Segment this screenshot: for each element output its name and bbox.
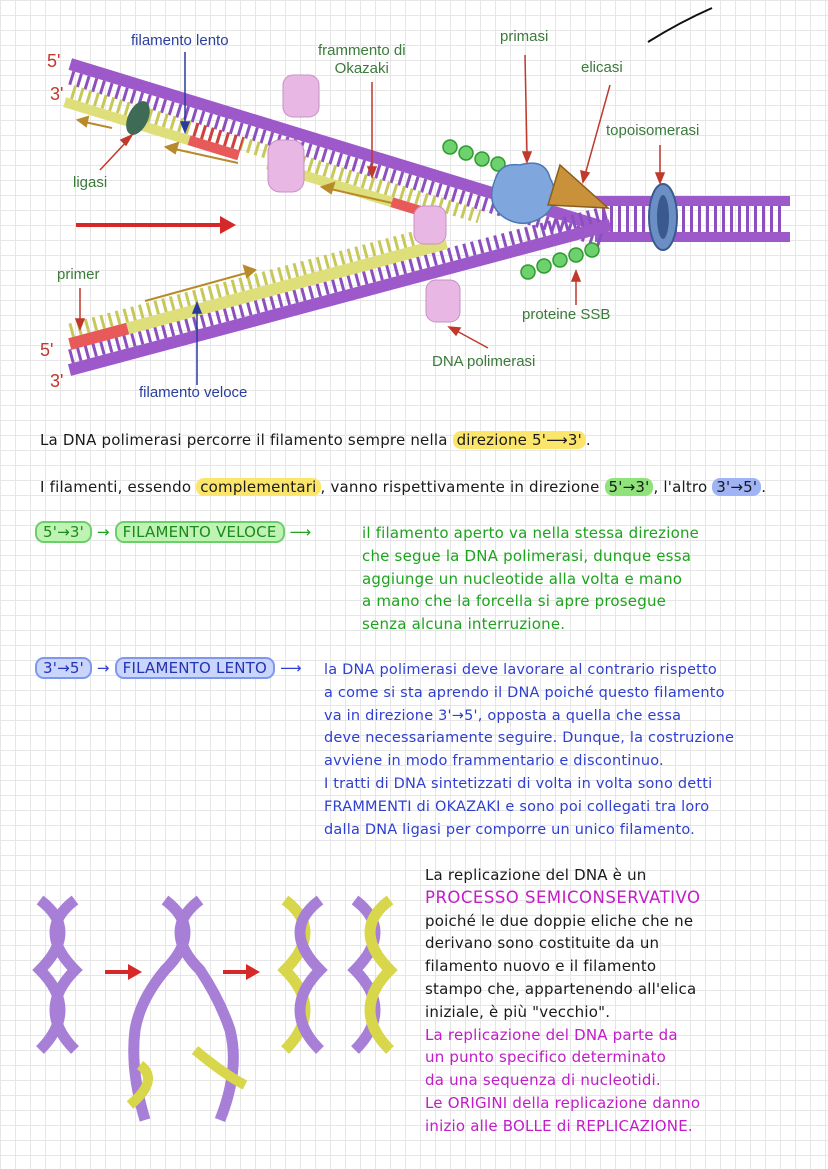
origin-line: un punto specifico determinato (425, 1048, 667, 1067)
line2-mid2: , l'altro (653, 478, 708, 496)
line2-end: . (761, 478, 767, 496)
origin-line: La replicazione del DNA parte da (425, 1025, 678, 1044)
semi-line: iniziale, è più "vecchio". (425, 1002, 611, 1021)
replication-fork-svg (0, 0, 828, 410)
leading-desc-line: a mano che la forcella si apre prosegue (362, 592, 667, 611)
lagging-description (324, 659, 824, 841)
label-topoisomerase: topoisomerasi (606, 122, 700, 139)
semi-line: filamento nuovo e il filamento (425, 957, 657, 976)
label-polymerase: DNA polimerasi (432, 353, 536, 370)
complementari-highlight: complementari (196, 478, 320, 496)
label-lagging-strand: filamento lento (131, 32, 229, 49)
lagging-desc-line: dalla DNA ligasi per comporre un unico filamento. (324, 821, 695, 838)
lagging-desc-line: a come si sta aprendo il DNA poiché questo filamento (324, 684, 725, 701)
origin-line: Le ORIGINI della replicazione danno (425, 1093, 701, 1112)
end-top-3: 3' (50, 84, 64, 104)
fork-direction-arrow (76, 216, 236, 234)
line1-text: La DNA polimerasi percorre il filamento sempre nella (40, 431, 448, 449)
end-bottom-5: 5' (40, 340, 54, 360)
leading-desc-line: il filamento aperto va nella stessa direzione (362, 524, 700, 542)
label-leading-strand: filamento veloce (139, 384, 248, 401)
semi-title: PROCESSO SEMICONSERVATIVO (425, 887, 701, 907)
end-bottom-3: 3' (50, 371, 64, 391)
semi-intro: La replicazione del DNA è un (425, 866, 647, 884)
parental-dna (595, 196, 790, 242)
strands-direction-line (40, 478, 766, 496)
leading-desc-line: senza alcuna interruzione. (362, 615, 566, 634)
daughter-helix-1 (285, 900, 320, 1050)
leading-desc-line: che segue la DNA polimerasi, dunque essa (362, 546, 692, 565)
unwinding-helix (130, 900, 245, 1120)
semi-line: poiché le due doppie eliche che ne (425, 911, 694, 930)
line2-text: I filamenti, essendo (40, 478, 192, 496)
daughter-helix-2 (355, 900, 390, 1050)
origin-line: da una sequenza di nucleotidi. (425, 1071, 661, 1090)
lagging-desc-line: va in direzione 3'→5', opposta a quella che essa (324, 707, 682, 724)
lagging-desc-line: I tratti di DNA sintetizzati di volta in volta sono detti (324, 775, 713, 792)
primase-shape (492, 163, 555, 223)
polymerase-direction-line (40, 431, 591, 449)
line1-end: . (585, 431, 591, 449)
leading-name-tag: FILAMENTO VELOCE (115, 521, 285, 543)
lagging-desc-line: avviene in modo frammentario e discontinuo. (324, 753, 664, 770)
direction-highlight: direzione 5'⟶3' (453, 431, 586, 449)
lagging-name-tag: FILAMENTO LENTO (115, 657, 275, 679)
dir-35-highlight: 3'→5' (712, 478, 761, 496)
label-primase: primasi (500, 28, 549, 45)
leading-heading: 5'→3' → FILAMENTO VELOCE ⟶ (35, 521, 311, 543)
semi-line: derivano sono costituite da un (425, 934, 660, 953)
origin-line: inizio alle BOLLE di REPLICAZIONE. (425, 1116, 693, 1135)
arrow-1 (105, 964, 142, 980)
leading-desc-line: aggiunge un nucleotide alla volta e mano (362, 569, 683, 588)
lagging-dir-tag: 3'→5' (35, 657, 92, 679)
semiconservative-helix-illustration (30, 880, 420, 1140)
lagging-desc-line: la DNA polimerasi deve lavorare al contrario rispetto (324, 662, 717, 678)
line2-mid: , vanno rispettivamente in direzione (320, 478, 600, 496)
lagging-desc-line: deve necessariamente seguire. Dunque, la costruzione (324, 730, 735, 747)
original-helix (40, 900, 75, 1050)
semiconservative-text (425, 864, 825, 1138)
helicase-shape (548, 165, 608, 208)
dir-53-highlight: 5'→3' (605, 478, 654, 496)
label-okazaki: frammento di Okazaki (318, 42, 406, 77)
lagging-desc-line: FRAMMENTI di OKAZAKI e sono poi collegati tra loro (324, 798, 710, 815)
label-helicase: elicasi (581, 59, 623, 76)
arrow-2 (223, 964, 260, 980)
pen-stroke (648, 8, 712, 42)
replication-fork-diagram (0, 0, 828, 410)
semi-line: stampo che, appartenendo all'elica (425, 979, 697, 998)
label-primer: primer (57, 266, 100, 283)
label-ligase: ligasi (73, 174, 108, 191)
lagging-heading: 3'→5' → FILAMENTO LENTO ⟶ (35, 657, 302, 679)
leading-dir-tag: 5'→3' (35, 521, 92, 543)
leading-description (362, 522, 822, 636)
label-ssb: proteine SSB (522, 306, 611, 323)
bottom-template-strand (64, 206, 612, 376)
end-top-5: 5' (47, 51, 61, 71)
